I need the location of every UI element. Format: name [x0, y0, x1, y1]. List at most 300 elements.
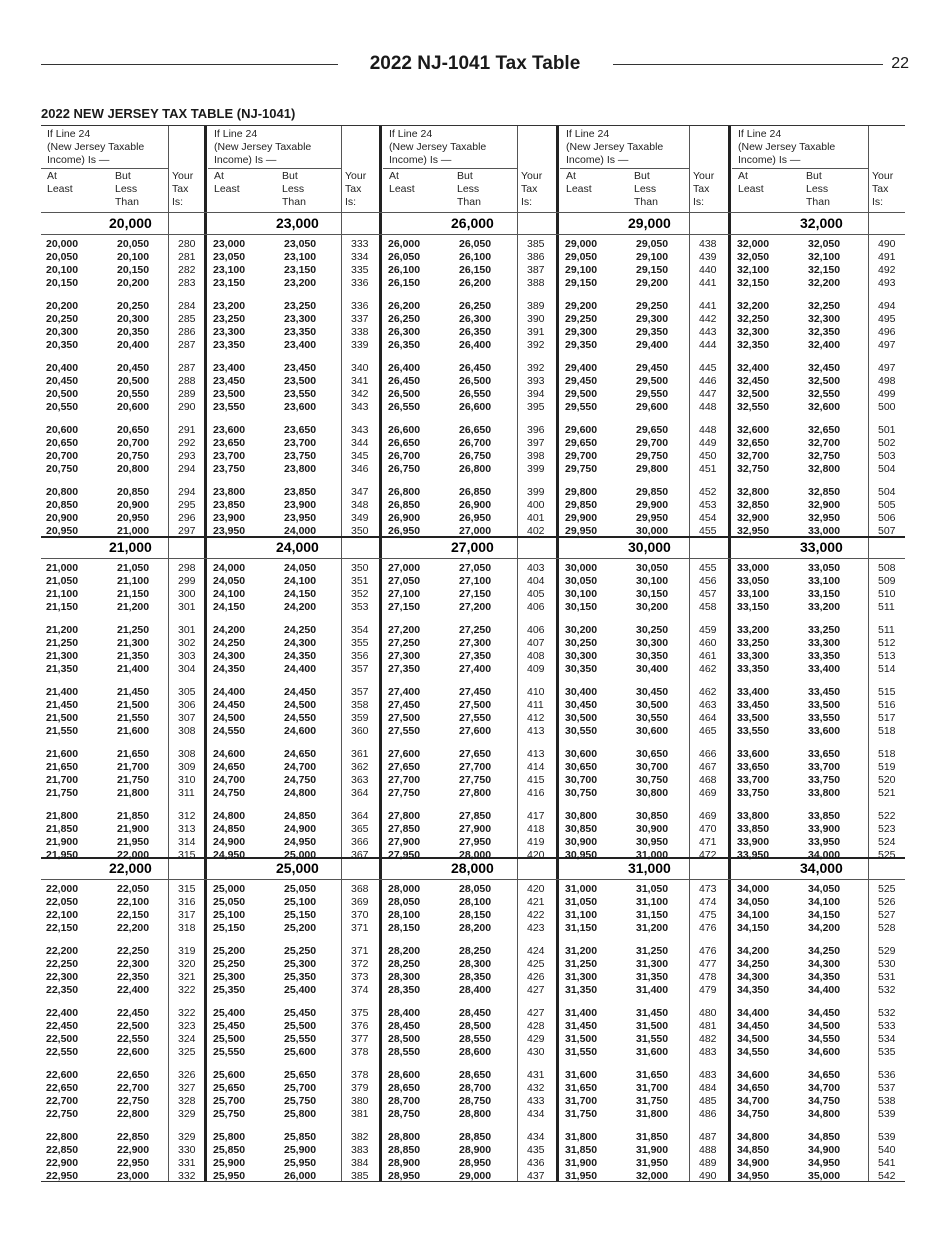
tax-value: 314: [178, 836, 196, 848]
at-least-value: 29,200: [565, 300, 598, 312]
tax-value: 294: [178, 486, 196, 498]
at-least-value: 22,300: [46, 971, 79, 983]
tax-value: 433: [527, 1095, 545, 1107]
at-least-value: 26,700: [388, 450, 421, 462]
tax-value: 508: [878, 562, 896, 574]
but-less-than-value: 28,050: [459, 883, 492, 895]
at-least-value: 28,850: [388, 1144, 421, 1156]
but-less-than-value: 21,400: [117, 663, 150, 675]
tax-value: 401: [527, 512, 545, 524]
but-less-than-value: 32,400: [808, 339, 841, 351]
tax-value: 483: [699, 1069, 717, 1081]
but-less-than-value: 31,650: [636, 1069, 669, 1081]
at-least-value: 34,250: [737, 958, 770, 970]
tax-value: 542: [878, 1170, 896, 1182]
but-less-than-value: 27,000: [459, 525, 492, 537]
tax-value: 494: [878, 300, 896, 312]
at-least-value: 26,650: [388, 437, 421, 449]
but-less-than-value: 27,100: [459, 575, 492, 587]
column-header-your-tax: Your Tax Is:: [693, 170, 715, 208]
at-least-value: 28,150: [388, 922, 421, 934]
at-least-value: 31,700: [565, 1095, 598, 1107]
at-least-value: 34,100: [737, 909, 770, 921]
at-least-value: 25,400: [213, 1007, 246, 1019]
but-less-than-value: 29,550: [636, 388, 669, 400]
but-less-than-value: 32,750: [808, 450, 841, 462]
at-least-value: 23,800: [213, 486, 246, 498]
but-less-than-value: 29,000: [459, 1170, 492, 1182]
at-least-value: 20,750: [46, 463, 79, 475]
but-less-than-value: 24,850: [284, 810, 317, 822]
but-less-than-value: 25,400: [284, 984, 317, 996]
tax-value: 491: [878, 251, 896, 263]
but-less-than-value: 32,500: [808, 375, 841, 387]
at-least-value: 22,150: [46, 922, 79, 934]
tax-value: 474: [699, 896, 717, 908]
at-least-value: 28,950: [388, 1170, 421, 1182]
but-less-than-value: 29,400: [636, 339, 669, 351]
at-least-value: 20,850: [46, 499, 79, 511]
at-least-value: 21,150: [46, 601, 79, 613]
at-least-value: 26,000: [388, 238, 421, 250]
at-least-value: 34,400: [737, 1007, 770, 1019]
tax-value: 503: [878, 450, 896, 462]
but-less-than-value: 24,900: [284, 823, 317, 835]
at-least-value: 23,650: [213, 437, 246, 449]
at-least-value: 28,600: [388, 1069, 421, 1081]
table-row: [41, 971, 905, 984]
at-least-value: 25,150: [213, 922, 246, 934]
but-less-than-value: 33,200: [808, 601, 841, 613]
tax-value: 375: [351, 1007, 369, 1019]
but-less-than-value: 32,450: [808, 362, 841, 374]
table-row: [41, 1170, 905, 1183]
tax-value: 350: [351, 525, 369, 537]
at-least-value: 31,900: [565, 1157, 598, 1169]
at-least-value: 30,500: [565, 712, 598, 724]
but-less-than-value: 34,450: [808, 1007, 841, 1019]
tax-value: 366: [351, 836, 369, 848]
but-less-than-value: 23,800: [284, 463, 317, 475]
tax-value: 487: [699, 1131, 717, 1143]
but-less-than-value: 28,750: [459, 1095, 492, 1107]
but-less-than-value: 33,300: [808, 637, 841, 649]
tax-value: 304: [178, 663, 196, 675]
tax-value: 391: [527, 326, 545, 338]
tax-value: 354: [351, 624, 369, 636]
but-less-than-value: 23,850: [284, 486, 317, 498]
tax-value: 517: [878, 712, 896, 724]
at-least-value: 30,950: [565, 849, 598, 861]
table-row: [41, 264, 905, 277]
at-least-value: 30,700: [565, 774, 598, 786]
column-header-but-less-than: But Less Than: [634, 170, 658, 208]
tax-value: 407: [527, 637, 545, 649]
tax-value: 309: [178, 761, 196, 773]
tax-value: 390: [527, 313, 545, 325]
but-less-than-value: 32,350: [808, 326, 841, 338]
tax-value: 476: [699, 922, 717, 934]
but-less-than-value: 29,900: [636, 499, 669, 511]
but-less-than-value: 26,850: [459, 486, 492, 498]
at-least-value: 32,550: [737, 401, 770, 413]
column-header-line-label: If Line 24 (New Jersey Taxable Income) Is —: [566, 128, 664, 166]
but-less-than-value: 20,750: [117, 450, 150, 462]
tax-value: 541: [878, 1157, 896, 1169]
tax-value: 321: [178, 971, 196, 983]
tax-value: 361: [351, 748, 369, 760]
at-least-value: 26,550: [388, 401, 421, 413]
at-least-value: 29,950: [565, 525, 598, 537]
tax-value: 479: [699, 984, 717, 996]
at-least-value: 26,850: [388, 499, 421, 511]
at-least-value: 24,650: [213, 761, 246, 773]
tax-value: 345: [351, 450, 369, 462]
at-least-value: 34,000: [737, 883, 770, 895]
at-least-value: 30,150: [565, 601, 598, 613]
but-less-than-value: 21,300: [117, 637, 150, 649]
but-less-than-value: 27,850: [459, 810, 492, 822]
but-less-than-value: 26,150: [459, 264, 492, 276]
but-less-than-value: 21,800: [117, 787, 150, 799]
band-heading: 28,000: [451, 860, 494, 876]
but-less-than-value: 22,600: [117, 1046, 150, 1058]
but-less-than-value: 27,500: [459, 699, 492, 711]
but-less-than-value: 31,900: [636, 1144, 669, 1156]
tax-value: 311: [178, 787, 195, 799]
band-heading: 30,000: [628, 539, 671, 555]
but-less-than-value: 32,200: [808, 277, 841, 289]
at-least-value: 31,650: [565, 1082, 598, 1094]
but-less-than-value: 27,700: [459, 761, 492, 773]
at-least-value: 22,200: [46, 945, 79, 957]
at-least-value: 27,750: [388, 787, 421, 799]
at-least-value: 22,900: [46, 1157, 79, 1169]
but-less-than-value: 20,700: [117, 437, 150, 449]
but-less-than-value: 31,850: [636, 1131, 669, 1143]
tax-value: 511: [878, 624, 895, 636]
but-less-than-value: 34,800: [808, 1108, 841, 1120]
tax-value: 501: [878, 424, 896, 436]
but-less-than-value: 33,900: [808, 823, 841, 835]
tax-value: 476: [699, 945, 717, 957]
but-less-than-value: 33,550: [808, 712, 841, 724]
page-title: 2022 NJ-1041 Tax Table: [369, 53, 581, 74]
but-less-than-value: 34,700: [808, 1082, 841, 1094]
tax-value: 294: [178, 463, 196, 475]
tax-value: 349: [351, 512, 369, 524]
at-least-value: 20,500: [46, 388, 79, 400]
at-least-value: 29,050: [565, 251, 598, 263]
but-less-than-value: 29,800: [636, 463, 669, 475]
tax-value: 399: [527, 486, 545, 498]
tax-value: 392: [527, 362, 545, 374]
at-least-value: 21,450: [46, 699, 79, 711]
at-least-value: 29,000: [565, 238, 598, 250]
but-less-than-value: 33,100: [808, 575, 841, 587]
tax-value: 296: [178, 512, 196, 524]
at-least-value: 31,450: [565, 1020, 598, 1032]
but-less-than-value: 31,050: [636, 883, 669, 895]
tax-value: 512: [878, 637, 896, 649]
but-less-than-value: 34,950: [808, 1157, 841, 1169]
but-less-than-value: 25,800: [284, 1108, 317, 1120]
tax-value: 425: [527, 958, 545, 970]
at-least-value: 22,250: [46, 958, 79, 970]
at-least-value: 23,100: [213, 264, 246, 276]
page-number: 22: [891, 55, 909, 72]
but-less-than-value: 32,150: [808, 264, 841, 276]
table-row: [41, 437, 905, 450]
tax-value: 334: [351, 251, 369, 263]
tax-value: 533: [878, 1020, 896, 1032]
tax-value: 540: [878, 1144, 896, 1156]
but-less-than-value: 25,550: [284, 1033, 317, 1045]
tax-value: 511: [878, 601, 895, 613]
at-least-value: 33,350: [737, 663, 770, 675]
but-less-than-value: 25,200: [284, 922, 317, 934]
but-less-than-value: 25,950: [284, 1157, 317, 1169]
at-least-value: 26,600: [388, 424, 421, 436]
tax-value: 506: [878, 512, 896, 524]
at-least-value: 26,900: [388, 512, 421, 524]
tax-value: 513: [878, 650, 896, 662]
at-least-value: 24,750: [213, 787, 246, 799]
but-less-than-value: 22,950: [117, 1157, 150, 1169]
but-less-than-value: 32,700: [808, 437, 841, 449]
at-least-value: 21,800: [46, 810, 79, 822]
at-least-value: 30,900: [565, 836, 598, 848]
but-less-than-value: 33,450: [808, 686, 841, 698]
at-least-value: 22,050: [46, 896, 79, 908]
tax-value: 381: [351, 1108, 369, 1120]
at-least-value: 32,300: [737, 326, 770, 338]
column-header-your-tax: Your Tax Is:: [872, 170, 894, 208]
tax-value: 519: [878, 761, 896, 773]
but-less-than-value: 20,800: [117, 463, 150, 475]
but-less-than-value: 21,550: [117, 712, 150, 724]
tax-value: 490: [878, 238, 896, 250]
tax-value: 489: [699, 1157, 717, 1169]
at-least-value: 25,250: [213, 958, 246, 970]
but-less-than-value: 30,650: [636, 748, 669, 760]
tax-value: 333: [351, 238, 369, 250]
but-less-than-value: 24,000: [284, 525, 317, 537]
but-less-than-value: 21,950: [117, 836, 150, 848]
tax-value: 385: [527, 238, 545, 250]
but-less-than-value: 34,150: [808, 909, 841, 921]
but-less-than-value: 29,100: [636, 251, 669, 263]
tax-value: 504: [878, 463, 896, 475]
tax-value: 288: [178, 375, 196, 387]
at-least-value: 20,650: [46, 437, 79, 449]
tax-value: 453: [699, 499, 717, 511]
at-least-value: 32,600: [737, 424, 770, 436]
but-less-than-value: 25,750: [284, 1095, 317, 1107]
tax-value: 423: [527, 922, 545, 934]
tax-value: 320: [178, 958, 196, 970]
header-rule: [732, 168, 868, 169]
table-row: [41, 984, 905, 997]
tax-value: 502: [878, 437, 896, 449]
tax-value: 490: [699, 1170, 717, 1182]
at-least-value: 23,900: [213, 512, 246, 524]
tax-value: 522: [878, 810, 896, 822]
at-least-value: 23,200: [213, 300, 246, 312]
tax-value: 404: [527, 575, 545, 587]
at-least-value: 34,850: [737, 1144, 770, 1156]
tax-value: 372: [351, 958, 369, 970]
at-least-value: 24,950: [213, 849, 246, 861]
but-less-than-value: 33,000: [808, 525, 841, 537]
tax-value: 371: [351, 945, 369, 957]
but-less-than-value: 30,600: [636, 725, 669, 737]
but-less-than-value: 28,500: [459, 1020, 492, 1032]
at-least-value: 32,800: [737, 486, 770, 498]
tax-value: 469: [699, 810, 717, 822]
but-less-than-value: 22,850: [117, 1131, 150, 1143]
at-least-value: 31,350: [565, 984, 598, 996]
at-least-value: 24,900: [213, 836, 246, 848]
but-less-than-value: 26,700: [459, 437, 492, 449]
band-heading: 26,000: [451, 215, 494, 231]
but-less-than-value: 31,150: [636, 909, 669, 921]
but-less-than-value: 29,850: [636, 486, 669, 498]
tax-value: 437: [527, 1170, 545, 1182]
tax-value: 413: [527, 725, 545, 737]
but-less-than-value: 28,450: [459, 1007, 492, 1019]
at-least-value: 27,650: [388, 761, 421, 773]
tax-value: 307: [178, 712, 196, 724]
tax-value: 377: [351, 1033, 369, 1045]
but-less-than-value: 25,050: [284, 883, 317, 895]
at-least-value: 20,600: [46, 424, 79, 436]
but-less-than-value: 30,150: [636, 588, 669, 600]
but-less-than-value: 22,000: [117, 849, 150, 861]
tax-value: 336: [351, 277, 369, 289]
tax-value: 419: [527, 836, 545, 848]
at-least-value: 31,050: [565, 896, 598, 908]
table-row: [41, 463, 905, 476]
at-least-value: 29,700: [565, 450, 598, 462]
tax-value: 485: [699, 1095, 717, 1107]
but-less-than-value: 32,600: [808, 401, 841, 413]
tax-value: 504: [878, 486, 896, 498]
but-less-than-value: 21,600: [117, 725, 150, 737]
at-least-value: 29,900: [565, 512, 598, 524]
at-least-value: 24,000: [213, 562, 246, 574]
but-less-than-value: 27,150: [459, 588, 492, 600]
tax-value: 369: [351, 896, 369, 908]
tax-value: 420: [527, 883, 545, 895]
at-least-value: 33,000: [737, 562, 770, 574]
table-row: [41, 562, 905, 575]
but-less-than-value: 28,700: [459, 1082, 492, 1094]
at-least-value: 25,900: [213, 1157, 246, 1169]
but-less-than-value: 25,600: [284, 1046, 317, 1058]
tax-value: 524: [878, 836, 896, 848]
tax-value: 443: [699, 326, 717, 338]
but-less-than-value: 27,450: [459, 686, 492, 698]
at-least-value: 20,800: [46, 486, 79, 498]
but-less-than-value: 26,500: [459, 375, 492, 387]
but-less-than-value: 27,300: [459, 637, 492, 649]
at-least-value: 28,000: [388, 883, 421, 895]
but-less-than-value: 23,950: [284, 512, 317, 524]
tax-value: 469: [699, 787, 717, 799]
at-least-value: 24,500: [213, 712, 246, 724]
but-less-than-value: 22,100: [117, 896, 150, 908]
table-row: [41, 1046, 905, 1059]
but-less-than-value: 31,350: [636, 971, 669, 983]
tax-value: 303: [178, 650, 196, 662]
tax-value: 380: [351, 1095, 369, 1107]
at-least-value: 33,650: [737, 761, 770, 773]
but-less-than-value: 20,150: [117, 264, 150, 276]
table-row: [41, 1095, 905, 1108]
table-row: [41, 725, 905, 738]
but-less-than-value: 27,350: [459, 650, 492, 662]
tax-value: 530: [878, 958, 896, 970]
at-least-value: 25,950: [213, 1170, 246, 1182]
but-less-than-value: 32,950: [808, 512, 841, 524]
but-less-than-value: 20,550: [117, 388, 150, 400]
but-less-than-value: 31,000: [636, 849, 669, 861]
table-row: [41, 277, 905, 290]
tax-value: 422: [527, 909, 545, 921]
but-less-than-value: 33,050: [808, 562, 841, 574]
but-less-than-value: 30,800: [636, 787, 669, 799]
but-less-than-value: 30,900: [636, 823, 669, 835]
tax-value: 331: [178, 1157, 196, 1169]
at-least-value: 23,500: [213, 388, 246, 400]
but-less-than-value: 27,600: [459, 725, 492, 737]
at-least-value: 30,850: [565, 823, 598, 835]
table-row: [41, 896, 905, 909]
band-heading: 20,000: [109, 215, 152, 231]
but-less-than-value: 22,150: [117, 909, 150, 921]
column-header-your-tax: Your Tax Is:: [345, 170, 367, 208]
at-least-value: 33,100: [737, 588, 770, 600]
at-least-value: 25,750: [213, 1108, 246, 1120]
but-less-than-value: 30,300: [636, 637, 669, 649]
at-least-value: 25,300: [213, 971, 246, 983]
but-less-than-value: 31,600: [636, 1046, 669, 1058]
but-less-than-value: 22,300: [117, 958, 150, 970]
at-least-value: 29,500: [565, 388, 598, 400]
at-least-value: 25,550: [213, 1046, 246, 1058]
but-less-than-value: 22,750: [117, 1095, 150, 1107]
tax-value: 285: [178, 313, 196, 325]
at-least-value: 34,950: [737, 1170, 770, 1182]
at-least-value: 20,900: [46, 512, 79, 524]
but-less-than-value: 26,550: [459, 388, 492, 400]
tax-value: 434: [527, 1131, 545, 1143]
at-least-value: 30,050: [565, 575, 598, 587]
tax-value: 510: [878, 588, 896, 600]
tax-value: 318: [178, 922, 196, 934]
but-less-than-value: 21,150: [117, 588, 150, 600]
tax-value: 352: [351, 588, 369, 600]
tax-value: 459: [699, 624, 717, 636]
table-row: [41, 251, 905, 264]
at-least-value: 34,900: [737, 1157, 770, 1169]
but-less-than-value: 34,100: [808, 896, 841, 908]
at-least-value: 22,400: [46, 1007, 79, 1019]
tax-value: 492: [878, 264, 896, 276]
tax-value: 397: [527, 437, 545, 449]
but-less-than-value: 23,000: [117, 1170, 150, 1182]
